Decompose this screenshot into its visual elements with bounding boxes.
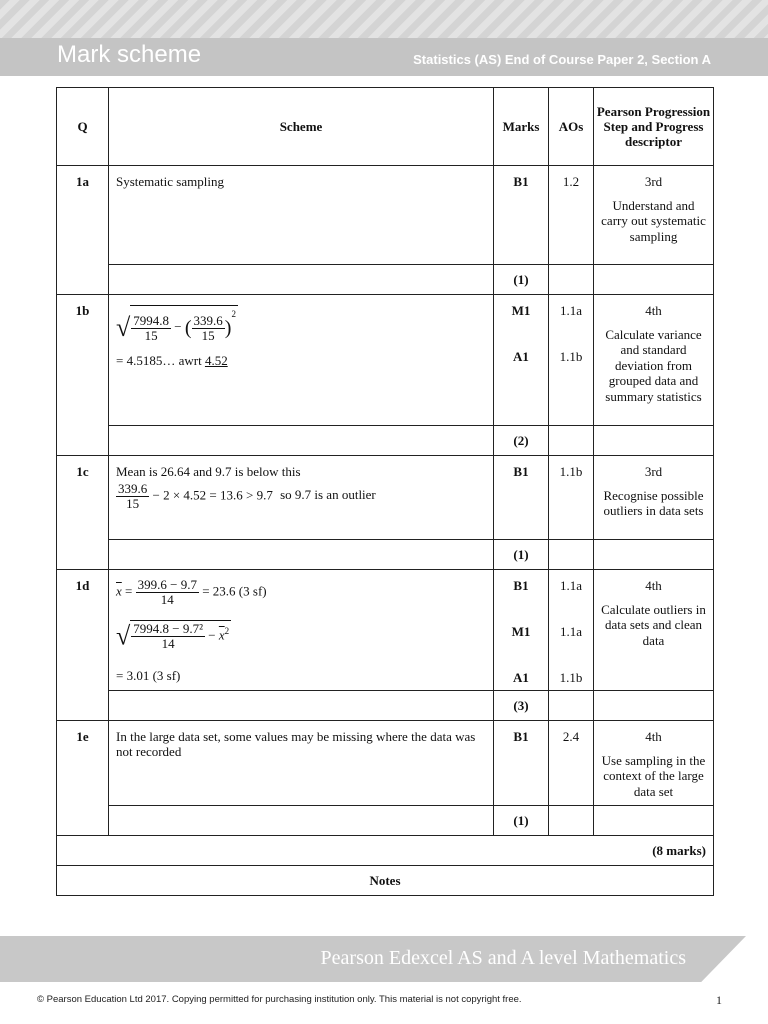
empty-cell bbox=[549, 806, 594, 836]
mark-code: M1 bbox=[511, 624, 531, 639]
col-marks-header: Marks bbox=[494, 88, 549, 166]
progression-step: 3rd bbox=[644, 174, 663, 189]
ao-code: 1.2 bbox=[549, 166, 594, 265]
col-q-header: Q bbox=[57, 88, 109, 166]
aos-cell bbox=[549, 570, 594, 691]
progress-descriptor: Calculate outliers in data sets and clean data bbox=[601, 601, 706, 648]
progression-step: 4th bbox=[645, 729, 662, 744]
subtotal-marks: (1) bbox=[494, 540, 549, 570]
subtotal-row-1c bbox=[57, 540, 714, 570]
empty-cell bbox=[594, 540, 714, 570]
header-title: Mark scheme bbox=[57, 41, 202, 68]
subtotal-row-1a bbox=[57, 265, 714, 295]
notes-row bbox=[57, 866, 714, 896]
total-row bbox=[57, 836, 714, 866]
col-scheme-header: Scheme bbox=[109, 88, 494, 166]
scheme-cell bbox=[109, 570, 494, 691]
progression-cell bbox=[594, 456, 714, 540]
subtotal-marks: (1) bbox=[494, 806, 549, 836]
empty-cell bbox=[549, 265, 594, 295]
ao-code: 1.1a bbox=[559, 303, 583, 318]
ao-code: 1.1b bbox=[559, 349, 583, 364]
progression-cell bbox=[594, 721, 714, 806]
mark-code: B1 bbox=[494, 166, 549, 265]
progression-cell bbox=[594, 570, 714, 691]
empty-cell bbox=[594, 265, 714, 295]
ao-code: 2.4 bbox=[549, 721, 594, 806]
header-subtitle: Statistics (AS) End of Course Paper 2, Section A bbox=[413, 52, 711, 67]
mean-formula: $\overline{x}$ = $\frac{399.6 - 9.7}{14}$ = 23.6 (3 sf) bbox=[116, 577, 267, 607]
empty-cell bbox=[109, 806, 494, 836]
sqrt-symbol: √ bbox=[116, 621, 131, 651]
progression-step: 3rd bbox=[644, 464, 663, 479]
progression-cell bbox=[594, 166, 714, 265]
progression-cell bbox=[594, 295, 714, 426]
exponent: 2 bbox=[231, 309, 236, 319]
scheme-cell bbox=[109, 456, 494, 540]
mark-code: A1 bbox=[513, 349, 529, 364]
scheme-line: Mean is 26.64 and 9.7 is below this bbox=[116, 464, 301, 479]
ao-code: 1.1b bbox=[559, 670, 583, 685]
formula-line: $\frac{339.6}{15}$ − 2 × 4.52 = 13.6 > 9.7 so 9.7 is an outlier bbox=[118, 481, 376, 511]
x-bar: $\overline{x}$ bbox=[116, 583, 122, 599]
question-number: 1a bbox=[57, 166, 109, 295]
subtotal-marks: (1) bbox=[494, 265, 549, 295]
answer-value: 4.52 bbox=[204, 353, 228, 368]
scheme-cell: Systematic sampling bbox=[109, 166, 494, 265]
scheme-cell bbox=[109, 295, 494, 426]
question-number: 1c bbox=[57, 456, 109, 570]
progress-descriptor: Use sampling in the context of the large data set bbox=[601, 752, 706, 799]
sqrt-radicand: $\frac{\text{7994.8 − 9.7²}}{14}$ − $\overline{x}^2$ bbox=[130, 620, 231, 651]
empty-cell bbox=[594, 806, 714, 836]
progress-descriptor: Recognise possible outliers in data sets bbox=[603, 487, 704, 518]
table-row-1e bbox=[57, 721, 714, 806]
col-aos-header: AOs bbox=[549, 88, 594, 166]
empty-cell bbox=[549, 540, 594, 570]
page-number: 1 bbox=[716, 993, 722, 1007]
progression-step: 4th bbox=[645, 578, 662, 593]
mark-scheme-table bbox=[56, 87, 714, 896]
col-pearson-header: Pearson Progression Step and Progress descriptor bbox=[594, 88, 714, 166]
sqrt-radicand: $\frac{7994.8}{15}$ − ( $\frac{339.6}{15}$ )$^2$ bbox=[130, 305, 238, 343]
result-line: = 4.5185… awrt 4.52 bbox=[116, 353, 228, 368]
progression-step: 4th bbox=[645, 303, 662, 318]
mark-code: M1 bbox=[511, 303, 531, 318]
subtotal-row-1e bbox=[57, 806, 714, 836]
empty-cell bbox=[109, 426, 494, 456]
fraction: $\frac{399.6 - 9.7}{14}$ bbox=[137, 577, 197, 607]
empty-cell bbox=[594, 691, 714, 721]
mark-code: B1 bbox=[494, 456, 549, 540]
empty-cell bbox=[109, 265, 494, 295]
fraction: $\frac{339.6}{15}$ bbox=[193, 312, 223, 343]
aos-cell bbox=[549, 295, 594, 426]
progress-descriptor: Understand and carry out systematic sampling bbox=[601, 197, 706, 244]
progress-descriptor: Calculate variance and standard deviation from grouped data and summary statistics bbox=[605, 326, 702, 404]
mark-code: B1 bbox=[513, 578, 529, 593]
marks-cell bbox=[494, 295, 549, 426]
sqrt-symbol: √ bbox=[116, 313, 131, 343]
subtotal-marks: (3) bbox=[494, 691, 549, 721]
sd-formula bbox=[116, 620, 231, 651]
copyright-notice: © Pearson Education Ltd 2017. Copying permitted for purchasing institution only. This material is not copyright free. bbox=[37, 994, 522, 1005]
mark-code: A1 bbox=[513, 670, 529, 685]
table-row-1b bbox=[57, 295, 714, 426]
formula-sqrt bbox=[116, 305, 238, 343]
fraction: $\frac{339.6}{15}$ bbox=[118, 481, 148, 511]
subtotal-row-1b bbox=[57, 426, 714, 456]
empty-cell bbox=[549, 691, 594, 721]
question-number: 1d bbox=[57, 570, 109, 721]
fraction: $\frac{7994.8}{15}$ bbox=[133, 312, 170, 343]
header-row bbox=[57, 88, 714, 166]
question-number: 1b bbox=[57, 295, 109, 456]
subtotal-row-1d bbox=[57, 691, 714, 721]
table-row-1a bbox=[57, 166, 714, 265]
table-row-1d bbox=[57, 570, 714, 691]
mark-code: B1 bbox=[494, 721, 549, 806]
empty-cell bbox=[549, 426, 594, 456]
table-row-1c bbox=[57, 456, 714, 540]
subtotal-marks: (2) bbox=[494, 426, 549, 456]
total-marks: (8 marks) bbox=[57, 836, 714, 866]
question-number: 1e bbox=[57, 721, 109, 836]
notes-heading: Notes bbox=[57, 866, 714, 896]
marks-cell bbox=[494, 570, 549, 691]
footer-title: Pearson Edexcel AS and A level Mathematics bbox=[320, 947, 686, 969]
ao-code: 1.1a bbox=[559, 624, 583, 639]
ao-code: 1.1b bbox=[549, 456, 594, 540]
ao-code: 1.1a bbox=[559, 578, 583, 593]
empty-cell bbox=[109, 540, 494, 570]
scheme-cell: In the large data set, some values may be missing where the data was not recorded bbox=[109, 721, 494, 806]
empty-cell bbox=[109, 691, 494, 721]
fraction: $\frac{\text{7994.8 − 9.7²}}{14}$ bbox=[133, 621, 204, 651]
result-line: = 3.01 (3 sf) bbox=[116, 668, 181, 683]
empty-cell bbox=[594, 426, 714, 456]
